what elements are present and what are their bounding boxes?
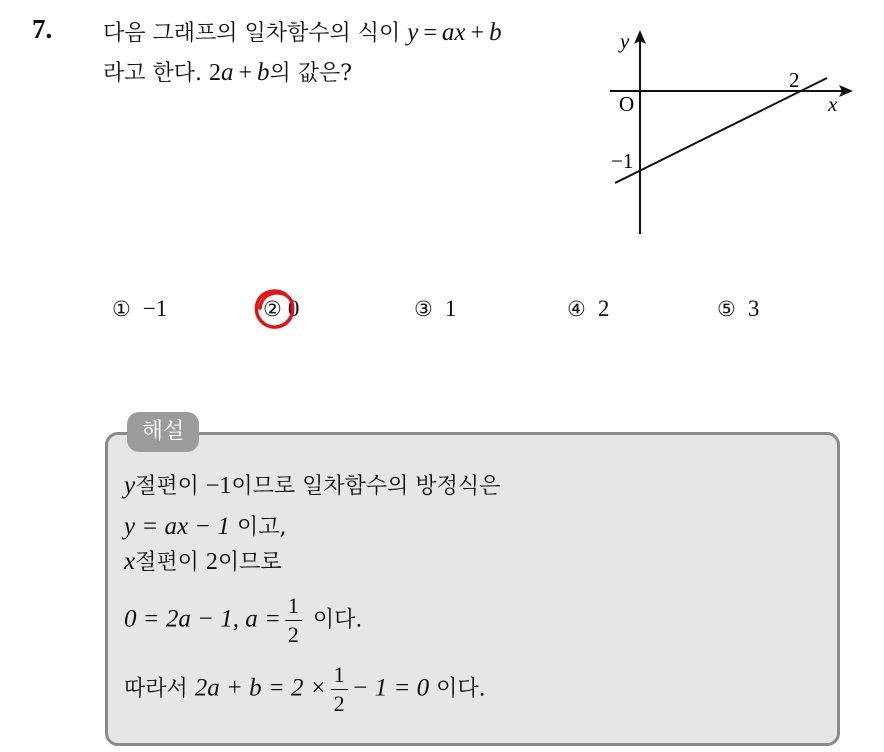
- math-plus: +: [470, 20, 485, 46]
- choice-marker: ②: [263, 297, 282, 321]
- choice-value: 2: [597, 296, 610, 321]
- sol-text: 절편이: [135, 550, 206, 575]
- question-line-2: [103, 56, 352, 87]
- sol-text: 이고,: [236, 515, 287, 540]
- math-y: y: [407, 19, 419, 46]
- solution-tag: 해설: [127, 412, 199, 452]
- choice-marker: ⑤: [717, 297, 736, 321]
- y-intercept-label: −1: [611, 149, 634, 173]
- solution-line-2: [124, 510, 286, 541]
- fraction-numerator: 1: [285, 595, 302, 621]
- question-text-2a: 라고 한다.: [103, 61, 209, 86]
- question-text-2b: 의 값은?: [269, 61, 353, 86]
- origin-label: O: [619, 92, 635, 116]
- choice-value: 3: [747, 296, 760, 321]
- sol-text: 따라서: [124, 676, 195, 702]
- choice-value: 1: [444, 296, 457, 321]
- x-axis-label: x: [828, 92, 838, 116]
- solution-line-3: [124, 545, 282, 576]
- y-axis-label: y: [620, 29, 630, 53]
- sol-text: 이므로 일차함수의 방정식은: [231, 474, 501, 499]
- choice-value: 0: [287, 296, 300, 321]
- fraction-numerator: 1: [331, 664, 348, 690]
- math-equals: =: [423, 20, 437, 46]
- sol-text: 이므로: [217, 550, 282, 575]
- fraction-one-half: [331, 664, 348, 715]
- choice-1[interactable]: [112, 296, 167, 322]
- line-graph: [605, 22, 860, 242]
- answer-circle-icon: [250, 285, 300, 335]
- choice-3[interactable]: [414, 296, 456, 322]
- question-line-1: [103, 16, 502, 47]
- sol-text: 이다.: [436, 676, 486, 702]
- function-line: [615, 78, 827, 183]
- sol-num: 2: [205, 549, 218, 575]
- question-number: 7.: [32, 14, 53, 44]
- math-b: b: [489, 19, 502, 46]
- sol-text: 이다.: [312, 607, 363, 633]
- math-plus-2: +: [238, 60, 253, 86]
- choice-5[interactable]: [717, 296, 759, 322]
- math-ax: ax: [441, 19, 466, 46]
- sol-equation: 0 = 2a − 1, a =: [124, 605, 281, 633]
- math-b-2: b: [257, 59, 270, 86]
- math-2: 2: [209, 60, 221, 86]
- solution-line-1: [124, 469, 500, 500]
- choice-marker: ①: [112, 297, 131, 321]
- solution-line-4: [124, 595, 362, 646]
- sol-equation: 2a + b = 2 ×: [194, 674, 327, 702]
- fraction-denominator: 2: [287, 622, 299, 647]
- sol-equation: − 1 = 0: [351, 674, 430, 702]
- sol-num: −1: [205, 473, 232, 499]
- question-text: 다음 그래프의 일차함수의 식이: [103, 21, 408, 46]
- solution-line-5: [124, 664, 486, 715]
- choice-marker: ③: [414, 297, 433, 321]
- sol-var-x: x: [124, 548, 136, 575]
- choice-value: −1: [142, 296, 168, 321]
- fraction-one-half: [285, 595, 302, 646]
- x-intercept-label: 2: [789, 68, 800, 92]
- math-a: a: [221, 59, 234, 86]
- sol-equation: y = ax − 1: [124, 513, 230, 540]
- sol-text: 절편이: [135, 474, 206, 499]
- choice-4[interactable]: [567, 296, 609, 322]
- sol-var-y: y: [124, 472, 136, 499]
- fraction-denominator: 2: [333, 691, 345, 716]
- choice-marker: ④: [567, 297, 586, 321]
